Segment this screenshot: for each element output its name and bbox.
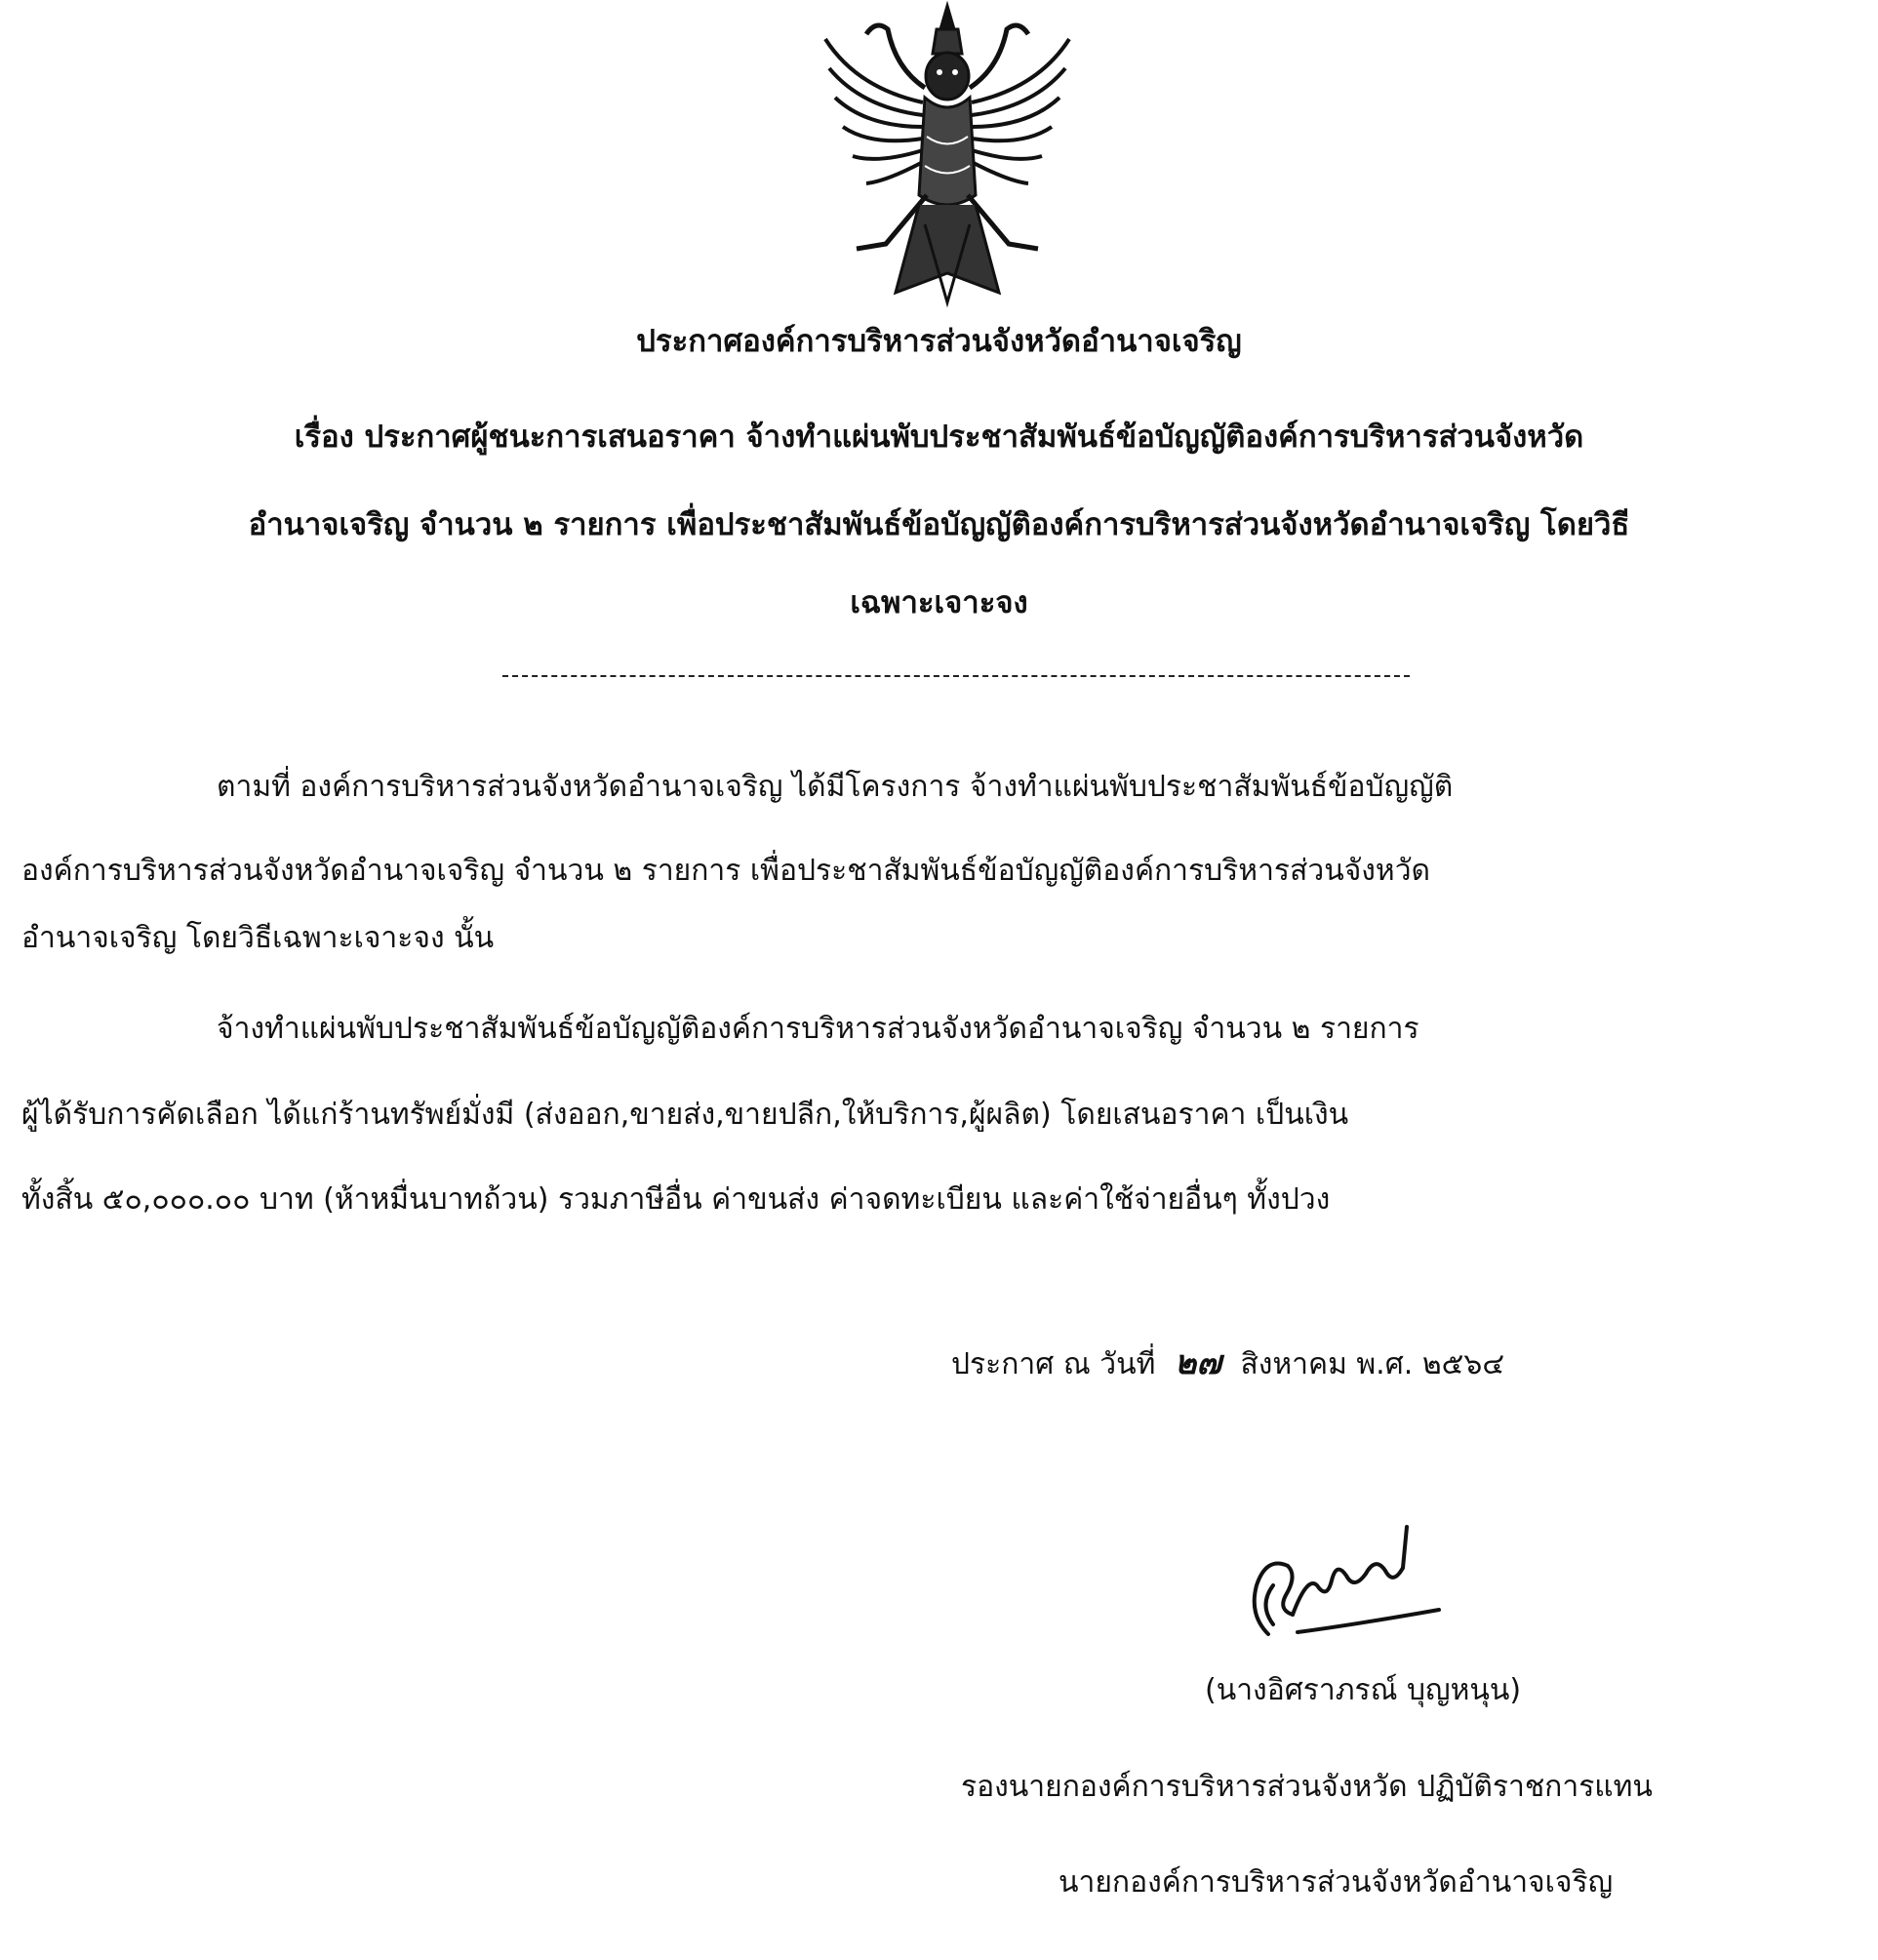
paragraph-2-line-3: ทั้งสิ้น ๕๐,๐๐๐.๐๐ บาท (ห้าหมื่นบาทถ้วน) รวมภาษีอื่น ค่าขนส่ง ค่าจดทะเบียน และค่าใช้จ่ายอื่นๆ ทั้งปวง <box>21 1182 1331 1217</box>
document-title: ประกาศองค์การบริหารส่วนจังหวัดอำนาจเจริญ <box>636 324 1242 359</box>
signatory-name: (นางอิศราภรณ์ บุญหนุน) <box>1205 1673 1522 1707</box>
subject-line-3: เฉพาะเจาะจง <box>850 585 1028 620</box>
subject-line-1: เรื่อง ประกาศผู้ชนะการเสนอราคา จ้างทำแผ่นพับประชาสัมพันธ์ข้อบัญญัติองค์การบริหารส่วนจังหวัด <box>294 420 1584 455</box>
date-prefix: ประกาศ ณ วันที่ <box>951 1347 1156 1381</box>
paragraph-2-line-2: ผู้ได้รับการคัดเลือก ได้แก่ร้านทรัพย์มั่งมี (ส่งออก,ขายส่ง,ขายปลีก,ให้บริการ,ผู้ผลิต) โดยเสนอราคา เป็นเงิน <box>21 1098 1349 1132</box>
garuda-emblem-icon <box>818 0 1077 310</box>
separator-dashes <box>502 675 1410 677</box>
announcement-date <box>951 1343 1504 1384</box>
paragraph-1-line-2: องค์การบริหารส่วนจังหวัดอำนาจเจริญ จำนวน ๒ รายการ เพื่อประชาสัมพันธ์ข้อบัญญัติองค์การบริหารส่วนจังหวัด <box>21 854 1431 888</box>
handwritten-signature <box>1239 1517 1444 1644</box>
signatory-position-1: รองนายกองค์การบริหารส่วนจังหวัด ปฏิบัติราชการแทน <box>961 1770 1653 1804</box>
paragraph-2-line-1: จ้างทำแผ่นพับประชาสัมพันธ์ข้อบัญญัติองค์การบริหารส่วนจังหวัดอำนาจเจริญ จำนวน ๒ รายการ <box>217 1012 1419 1046</box>
paragraph-1-line-3: อำนาจเจริญ โดยวิธีเฉพาะเจาะจง นั้น <box>21 921 495 955</box>
date-day: ๒๗ <box>1174 1343 1221 1382</box>
subject-line-2: อำนาจเจริญ จำนวน ๒ รายการ เพื่อประชาสัมพันธ์ข้อบัญญัติองค์การบริหารส่วนจังหวัดอำนาจเจริญ โดยวิธี <box>248 507 1630 542</box>
paragraph-1-line-1: ตามที่ องค์การบริหารส่วนจังหวัดอำนาจเจริญ ได้มีโครงการ จ้างทำแผ่นพับประชาสัมพันธ์ข้อบัญญัติ <box>217 770 1454 804</box>
signatory-position-2: นายกองค์การบริหารส่วนจังหวัดอำนาจเจริญ <box>1059 1865 1614 1900</box>
date-month-year: สิงหาคม พ.ศ. ๒๕๖๔ <box>1240 1347 1505 1381</box>
